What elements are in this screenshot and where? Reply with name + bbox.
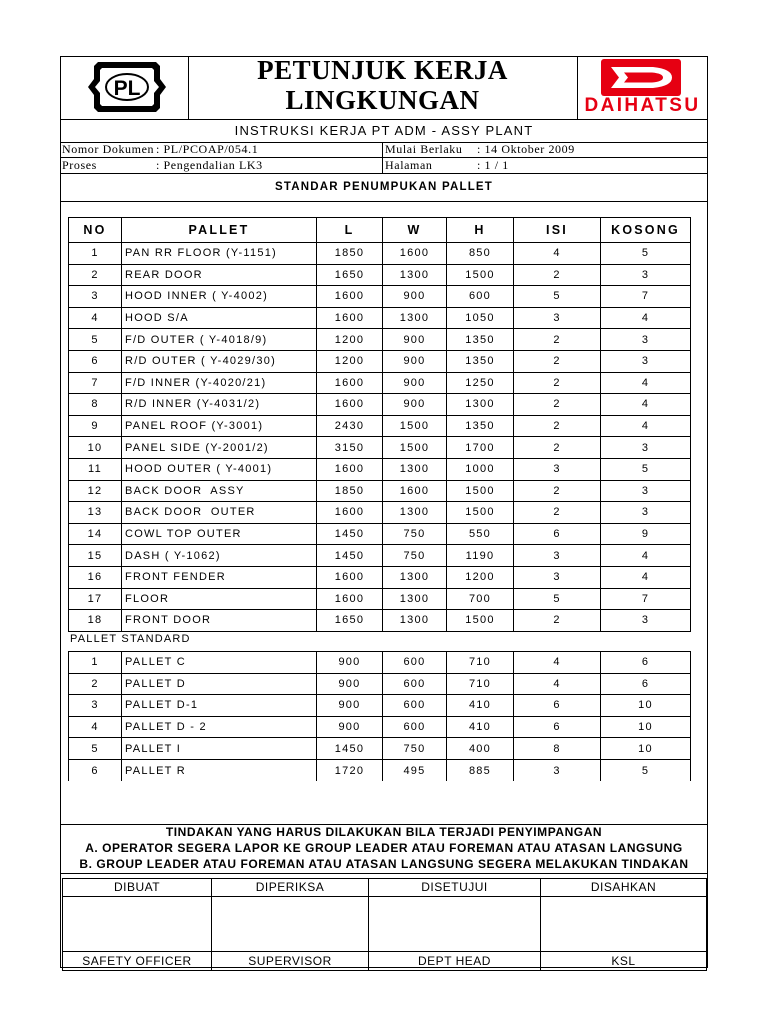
standard-pallet-pallet-cell: PALLET C — [122, 652, 317, 674]
pallet-row — [69, 372, 691, 394]
pallet-kosong-cell: 3 — [601, 350, 691, 372]
standard-pallet-l-cell: 900 — [317, 652, 383, 674]
standard-pallet-h-cell: 400 — [447, 738, 514, 760]
pallet-table-header — [69, 218, 691, 243]
pallet-standard-table — [68, 651, 691, 781]
standard-pallet-kosong-cell: 6 — [601, 673, 691, 695]
pallet-pallet-cell: HOOD S/A — [122, 307, 317, 329]
pallet-no-cell: 1 — [69, 243, 122, 265]
pallet-pallet-cell: REAR DOOR — [122, 264, 317, 286]
standard-pallet-row — [69, 716, 691, 738]
pallet-isi-cell: 2 — [514, 264, 601, 286]
standard-pallet-kosong-cell: 10 — [601, 716, 691, 738]
pallet-w-cell: 1300 — [383, 264, 447, 286]
pallet-kosong-cell: 7 — [601, 286, 691, 308]
standard-pallet-row — [69, 673, 691, 695]
pallet-row — [69, 588, 691, 610]
pallet-row — [69, 502, 691, 524]
pallet-h-cell: 600 — [447, 286, 514, 308]
pallet-isi-cell: 2 — [514, 394, 601, 416]
pallet-l-cell: 2430 — [317, 415, 383, 437]
header-isi: ISI — [514, 218, 601, 243]
pallet-table-body — [69, 243, 691, 632]
pallet-l-cell: 1200 — [317, 329, 383, 351]
standard-pallet-l-cell: 900 — [317, 716, 383, 738]
signature-position-supervisor: SUPERVISOR — [212, 952, 369, 971]
header-l: L — [317, 218, 383, 243]
pallet-no-cell: 18 — [69, 610, 122, 632]
pallet-no-cell: 3 — [69, 286, 122, 308]
pallet-w-cell: 1600 — [383, 480, 447, 502]
standard-pallet-no-cell: 4 — [69, 716, 122, 738]
pallet-h-cell: 1350 — [447, 350, 514, 372]
signature-position-row — [63, 952, 707, 971]
pallet-isi-cell: 3 — [514, 458, 601, 480]
pallet-pallet-cell: PAN RR FLOOR (Y-1151) — [122, 243, 317, 265]
pallet-h-cell: 1200 — [447, 566, 514, 588]
pallet-row — [69, 264, 691, 286]
pallet-h-cell: 700 — [447, 588, 514, 610]
pallet-w-cell: 1300 — [383, 458, 447, 480]
pallet-l-cell: 1450 — [317, 523, 383, 545]
pallet-w-cell: 1300 — [383, 566, 447, 588]
pallet-h-cell: 1350 — [447, 329, 514, 351]
deviation-bottom-divider — [60, 873, 708, 874]
pallet-row — [69, 437, 691, 459]
header-no: NO — [69, 218, 122, 243]
standard-pallet-isi-cell: 4 — [514, 673, 601, 695]
pl-logo-text: PL — [113, 77, 141, 100]
pallet-kosong-cell: 4 — [601, 307, 691, 329]
pallet-pallet-cell: FRONT DOOR — [122, 610, 317, 632]
pallet-h-cell: 1350 — [447, 415, 514, 437]
standard-pallet-h-cell: 710 — [447, 652, 514, 674]
pallet-row — [69, 523, 691, 545]
title-line-1: PETUNJUK KERJA — [257, 55, 508, 85]
pallet-table — [68, 217, 691, 632]
pallet-isi-cell: 2 — [514, 610, 601, 632]
pallet-w-cell: 900 — [383, 350, 447, 372]
signature-position-safety-officer: SAFETY OFFICER — [63, 952, 212, 971]
pallet-row — [69, 610, 691, 632]
pallet-standard-body — [69, 652, 691, 782]
pallet-row — [69, 480, 691, 502]
pallet-isi-cell: 2 — [514, 502, 601, 524]
deviation-item-b: B. GROUP LEADER ATAU FOREMAN ATAU ATASAN LANGSUNG SEGERA MELAKUKAN TINDAKAN — [79, 857, 689, 871]
signature-title-dibuat: DIBUAT — [63, 879, 212, 897]
pallet-isi-cell: 3 — [514, 566, 601, 588]
pallet-l-cell: 1650 — [317, 610, 383, 632]
pallet-pallet-cell: BACK DOOR OUTER — [122, 502, 317, 524]
standard-pallet-row — [69, 759, 691, 781]
standard-pallet-isi-cell: 4 — [514, 652, 601, 674]
pallet-isi-cell: 5 — [514, 588, 601, 610]
standard-pallet-w-cell: 600 — [383, 652, 447, 674]
pallet-w-cell: 1300 — [383, 307, 447, 329]
pallet-l-cell: 1850 — [317, 480, 383, 502]
standard-pallet-isi-cell: 6 — [514, 716, 601, 738]
header-pallet: PALLET — [122, 218, 317, 243]
pallet-w-cell: 1500 — [383, 415, 447, 437]
standard-pallet-l-cell: 1450 — [317, 738, 383, 760]
page-value: : 1 / 1 — [477, 158, 509, 172]
pallet-row — [69, 458, 691, 480]
pallet-w-cell: 750 — [383, 545, 447, 567]
pallet-l-cell: 1600 — [317, 307, 383, 329]
pallet-l-cell: 1600 — [317, 394, 383, 416]
pallet-pallet-cell: F/D INNER (Y-4020/21) — [122, 372, 317, 394]
pallet-row — [69, 350, 691, 372]
pallet-kosong-cell: 4 — [601, 566, 691, 588]
pallet-pallet-cell: R/D OUTER ( Y-4029/30) — [122, 350, 317, 372]
pallet-pallet-cell: BACK DOOR ASSY — [122, 480, 317, 502]
pallet-kosong-cell: 9 — [601, 523, 691, 545]
standard-pallet-pallet-cell: PALLET R — [122, 759, 317, 781]
standard-pallet-kosong-cell: 5 — [601, 759, 691, 781]
signature-box — [63, 897, 212, 952]
standard-pallet-row — [69, 652, 691, 674]
pallet-row — [69, 566, 691, 588]
pallet-pallet-cell: DASH ( Y-1062) — [122, 545, 317, 567]
pallet-kosong-cell: 4 — [601, 372, 691, 394]
pallet-no-cell: 17 — [69, 588, 122, 610]
pallet-kosong-cell: 5 — [601, 458, 691, 480]
standard-pallet-no-cell: 2 — [69, 673, 122, 695]
standard-pallet-pallet-cell: PALLET D — [122, 673, 317, 695]
pallet-pallet-cell: HOOD OUTER ( Y-4001) — [122, 458, 317, 480]
pallet-h-cell: 1500 — [447, 264, 514, 286]
section-title: STANDAR PENUMPUKAN PALLET — [274, 181, 494, 193]
pallet-kosong-cell: 3 — [601, 610, 691, 632]
standard-pallet-h-cell: 710 — [447, 673, 514, 695]
pallet-isi-cell: 2 — [514, 372, 601, 394]
standard-pallet-no-cell: 6 — [69, 759, 122, 781]
effective-date-value: : 14 Oktober 2009 — [477, 142, 575, 156]
pallet-no-cell: 8 — [69, 394, 122, 416]
standard-pallet-w-cell: 600 — [383, 695, 447, 717]
pallet-pallet-cell: F/D OUTER ( Y-4018/9) — [122, 329, 317, 351]
standard-pallet-l-cell: 1720 — [317, 759, 383, 781]
pallet-isi-cell: 2 — [514, 350, 601, 372]
pallet-l-cell: 1450 — [317, 545, 383, 567]
pallet-no-cell: 4 — [69, 307, 122, 329]
signature-title-row — [63, 879, 707, 897]
pallet-pallet-cell: HOOD INNER ( Y-4002) — [122, 286, 317, 308]
signature-box — [212, 897, 369, 952]
pallet-h-cell: 850 — [447, 243, 514, 265]
pallet-w-cell: 1300 — [383, 502, 447, 524]
pallet-w-cell: 900 — [383, 329, 447, 351]
signature-position-dept-head: DEPT HEAD — [369, 952, 541, 971]
pallet-kosong-cell: 4 — [601, 394, 691, 416]
pallet-h-cell: 1500 — [447, 480, 514, 502]
pallet-w-cell: 1300 — [383, 588, 447, 610]
pallet-isi-cell: 2 — [514, 480, 601, 502]
pallet-isi-cell: 4 — [514, 243, 601, 265]
standard-pallet-l-cell: 900 — [317, 695, 383, 717]
daihatsu-logo-text: DAIHATSU — [584, 95, 701, 116]
process-label: Proses — [62, 158, 97, 172]
pallet-pallet-cell: FLOOR — [122, 588, 317, 610]
pallet-h-cell: 550 — [447, 523, 514, 545]
pallet-kosong-cell: 3 — [601, 264, 691, 286]
pallet-no-cell: 2 — [69, 264, 122, 286]
standard-pallet-w-cell: 600 — [383, 716, 447, 738]
pl-logo-icon — [86, 60, 168, 114]
pallet-l-cell: 1650 — [317, 264, 383, 286]
signature-title-disahkan: DISAHKAN — [541, 879, 707, 897]
pallet-l-cell: 1600 — [317, 458, 383, 480]
pallet-isi-cell: 2 — [514, 437, 601, 459]
standard-pallet-pallet-cell: PALLET D-1 — [122, 695, 317, 717]
info-column-divider — [382, 142, 383, 173]
pallet-l-cell: 1600 — [317, 286, 383, 308]
pallet-isi-cell: 3 — [514, 545, 601, 567]
pallet-kosong-cell: 4 — [601, 415, 691, 437]
document-number-label: Nomor Dokumen — [62, 142, 155, 156]
deviation-instructions — [60, 824, 708, 872]
pallet-no-cell: 13 — [69, 502, 122, 524]
pallet-no-cell: 9 — [69, 415, 122, 437]
page-subtitle: INSTRUKSI KERJA PT ADM - ASSY PLANT — [234, 123, 534, 138]
pallet-isi-cell: 3 — [514, 307, 601, 329]
pallet-no-cell: 15 — [69, 545, 122, 567]
pallet-l-cell: 3150 — [317, 437, 383, 459]
page-label: Halaman — [385, 158, 433, 172]
pallet-row — [69, 329, 691, 351]
pallet-pallet-cell: COWL TOP OUTER — [122, 523, 317, 545]
standard-pallet-no-cell: 3 — [69, 695, 122, 717]
pallet-isi-cell: 6 — [514, 523, 601, 545]
pallet-no-cell: 6 — [69, 350, 122, 372]
daihatsu-logo-icon — [601, 59, 681, 96]
header-kosong: KOSONG — [601, 218, 691, 243]
signature-title-disetujui: DISETUJUI — [369, 879, 541, 897]
pallet-row — [69, 415, 691, 437]
pallet-no-cell: 10 — [69, 437, 122, 459]
pallet-no-cell: 11 — [69, 458, 122, 480]
pallet-isi-cell: 5 — [514, 286, 601, 308]
standard-pallet-kosong-cell: 10 — [601, 695, 691, 717]
signature-space-row — [63, 897, 707, 952]
pallet-row — [69, 243, 691, 265]
standard-pallet-pallet-cell: PALLET D - 2 — [122, 716, 317, 738]
standard-pallet-l-cell: 900 — [317, 673, 383, 695]
pallet-isi-cell: 2 — [514, 329, 601, 351]
standard-pallet-no-cell: 1 — [69, 652, 122, 674]
standard-pallet-h-cell: 410 — [447, 695, 514, 717]
standard-pallet-pallet-cell: PALLET I — [122, 738, 317, 760]
pallet-h-cell: 1500 — [447, 610, 514, 632]
pallet-w-cell: 900 — [383, 372, 447, 394]
pallet-l-cell: 1850 — [317, 243, 383, 265]
deviation-item-a: A. OPERATOR SEGERA LAPOR KE GROUP LEADER ATAU FOREMAN ATAU ATASAN LANGSUNG — [85, 841, 683, 855]
pallet-row — [69, 307, 691, 329]
pallet-row — [69, 545, 691, 567]
standard-pallet-row — [69, 738, 691, 760]
effective-date-label: Mulai Berlaku — [385, 142, 463, 156]
pallet-w-cell: 900 — [383, 394, 447, 416]
pallet-h-cell: 1190 — [447, 545, 514, 567]
standard-pallet-w-cell: 495 — [383, 759, 447, 781]
pallet-no-cell: 7 — [69, 372, 122, 394]
pallet-w-cell: 900 — [383, 286, 447, 308]
pallet-no-cell: 16 — [69, 566, 122, 588]
pallet-pallet-cell: FRONT FENDER — [122, 566, 317, 588]
deviation-title: TINDAKAN YANG HARUS DILAKUKAN BILA TERJADI PENYIMPANGAN — [165, 825, 603, 839]
title-line-2: LINGKUNGAN — [285, 85, 480, 115]
pallet-l-cell: 1600 — [317, 372, 383, 394]
standard-pallet-isi-cell: 6 — [514, 695, 601, 717]
signature-table — [62, 878, 707, 971]
signature-box — [541, 897, 707, 952]
pallet-h-cell: 1050 — [447, 307, 514, 329]
pallet-l-cell: 1600 — [317, 566, 383, 588]
pallet-pallet-cell: R/D INNER (Y-4031/2) — [122, 394, 317, 416]
pallet-l-cell: 1600 — [317, 588, 383, 610]
pallet-standard-label: PALLET STANDARD — [70, 633, 191, 645]
pallet-kosong-cell: 3 — [601, 329, 691, 351]
standard-pallet-h-cell: 885 — [447, 759, 514, 781]
signature-box — [369, 897, 541, 952]
standard-pallet-kosong-cell: 6 — [601, 652, 691, 674]
pallet-kosong-cell: 3 — [601, 437, 691, 459]
signature-position-ksl: KSL — [541, 952, 707, 971]
header-w: W — [383, 218, 447, 243]
pallet-h-cell: 1250 — [447, 372, 514, 394]
pallet-h-cell: 1700 — [447, 437, 514, 459]
standard-pallet-h-cell: 410 — [447, 716, 514, 738]
standard-pallet-kosong-cell: 10 — [601, 738, 691, 760]
standard-pallet-row — [69, 695, 691, 717]
standard-pallet-w-cell: 600 — [383, 673, 447, 695]
pallet-h-cell: 1300 — [447, 394, 514, 416]
pallet-h-cell: 1000 — [447, 458, 514, 480]
pallet-no-cell: 5 — [69, 329, 122, 351]
pallet-no-cell: 12 — [69, 480, 122, 502]
pallet-w-cell: 1600 — [383, 243, 447, 265]
pallet-kosong-cell: 3 — [601, 480, 691, 502]
document-number-value: : PL/PCOAP/054.1 — [156, 142, 259, 156]
pallet-l-cell: 1200 — [317, 350, 383, 372]
pallet-l-cell: 1600 — [317, 502, 383, 524]
pallet-row — [69, 286, 691, 308]
pallet-pallet-cell: PANEL SIDE (Y-2001/2) — [122, 437, 317, 459]
standard-pallet-no-cell: 5 — [69, 738, 122, 760]
pallet-kosong-cell: 4 — [601, 545, 691, 567]
pallet-w-cell: 1500 — [383, 437, 447, 459]
standard-pallet-w-cell: 750 — [383, 738, 447, 760]
pallet-h-cell: 1500 — [447, 502, 514, 524]
section-title-divider — [60, 201, 708, 202]
pallet-w-cell: 750 — [383, 523, 447, 545]
pallet-w-cell: 1300 — [383, 610, 447, 632]
pallet-kosong-cell: 3 — [601, 502, 691, 524]
process-value: : Pengendalian LK3 — [156, 158, 263, 172]
standard-pallet-isi-cell: 3 — [514, 759, 601, 781]
pallet-kosong-cell: 5 — [601, 243, 691, 265]
pallet-pallet-cell: PANEL ROOF (Y-3001) — [122, 415, 317, 437]
page-title — [189, 55, 576, 115]
signature-title-diperiksa: DIPERIKSA — [212, 879, 369, 897]
pallet-row — [69, 394, 691, 416]
pallet-no-cell: 14 — [69, 523, 122, 545]
pallet-isi-cell: 2 — [514, 415, 601, 437]
standard-pallet-isi-cell: 8 — [514, 738, 601, 760]
header-h: H — [447, 218, 514, 243]
pallet-kosong-cell: 7 — [601, 588, 691, 610]
